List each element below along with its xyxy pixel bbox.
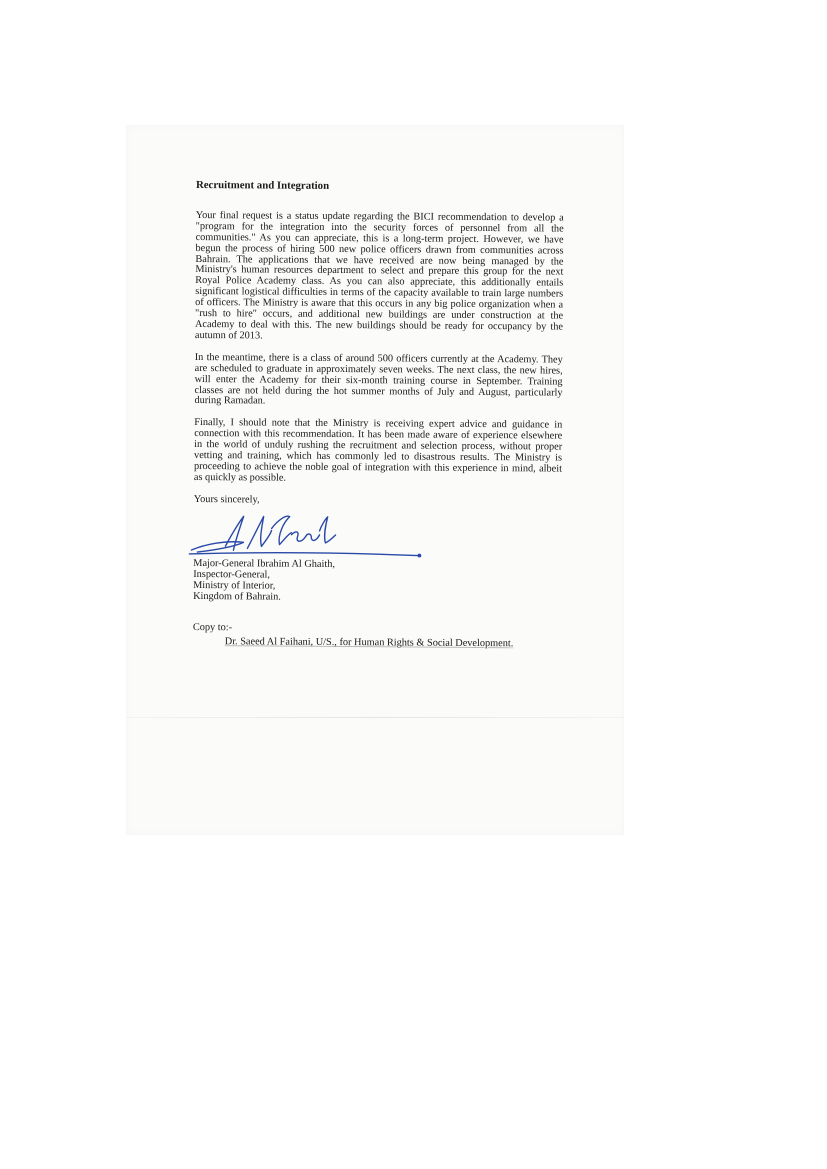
closing: Yours sincerely, xyxy=(193,493,260,506)
signatory-title: Inspector-General, xyxy=(193,568,270,581)
signature-ink xyxy=(185,510,425,560)
signatory-ministry: Ministry of Interior, xyxy=(193,580,276,592)
paragraph-3: Finally, I should note that the Ministry is receiving expert advice and guidance in connection with this recommendation. It has been made aware of experience elsewhere in the world of unduly rushing the recruitment and selection process, without proper vetting and training, which has commonly led to disastrous results. The Ministry is proceeding to achieve the noble goal of integration with this experience in mind, albeit as quickly as possible. xyxy=(193,417,563,484)
signatory-name: Major-General Ibrahim Al Ghaith, xyxy=(193,557,335,570)
copy-to-recipient: Dr. Saeed Al Faihani, U/S., for Human Rights & Social Development. xyxy=(224,636,514,650)
paragraph-2: In the meantime, there is a class of around 500 officers currently at the Academy. They are scheduled to graduate in approximately seven weeks. The next class, the new hires, will enter the Academy for their six-month training course in September. Training classes are not held during the hot summer months of July and August, particularly during Ramadan. xyxy=(194,351,563,407)
scan-fold-line xyxy=(126,717,624,718)
letter-body xyxy=(193,180,564,651)
signature xyxy=(185,510,425,560)
copy-to-label: Copy to:- xyxy=(192,622,233,634)
signatory-country: Kingdom of Bahrain. xyxy=(193,591,281,603)
section-heading: Recruitment and Integration xyxy=(195,179,330,192)
signatory-block xyxy=(193,558,561,605)
paragraph-1: Your final request is a status update regarding the BICI recommendation to develop a "program for the integration into the security forces of personnel from all the communities." As you can appreciate, this is a long-term project. However, we have begun the process of hiring 500 new police officers drawn from communities across Bahrain. The applications that we have received are now being managed by the Ministry's human resources department to select and prepare this group for the next Royal Police Academy class. As you can also appreciate, this additionally entails significant logistical difficulties in terms of the capacity available to train large numbers of officers. The Ministry is aware that this occurs in any big police organization when a "rush to hire" occurs, and additional new buildings are under construction at the Academy to deal with this. The new buildings should be ready for occupancy by the autumn of 2013. xyxy=(194,209,564,342)
